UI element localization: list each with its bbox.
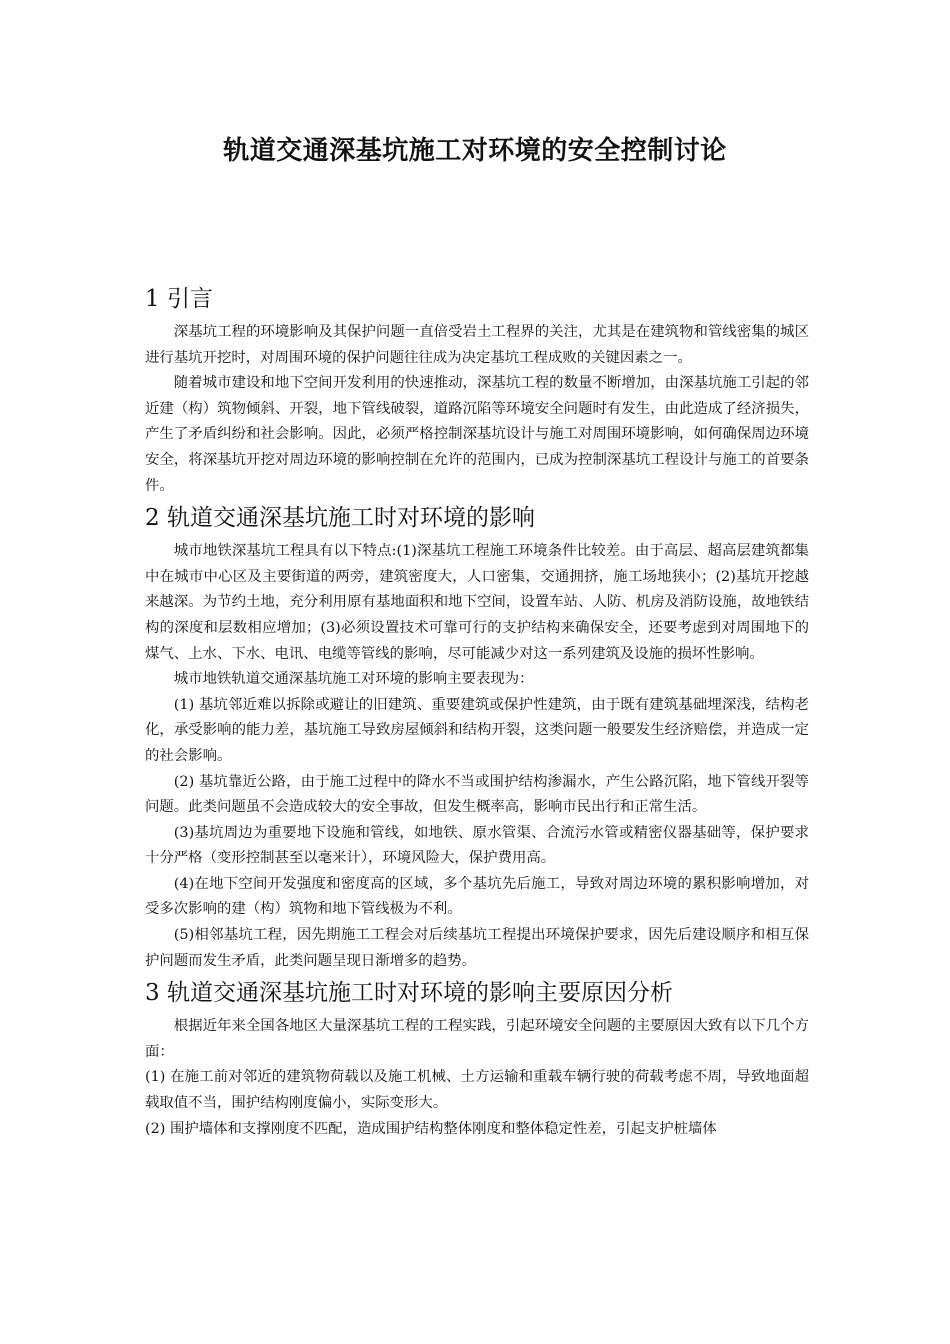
- paragraph: 城市地铁深基坑工程具有以下特点:(1)深基坑工程施工环境条件比较差。由于高层、超高层建筑都集中在城市中心区及主要街道的两旁，建筑密度大，人口密集，交通拥挤，施工场地狭小；(2)基坑开挖越来越深。为节约土地，充分利用原有基地面积和地下空间，设置车站、人防、机房及消防设施，故地铁结构的深度和层数相应增加；(3)必须设置技术可靠可行的支护结构来确保安全，还要考虑到对周围地下的煤气、上水、下水、电讯、电缆等管线的影响，尽可能减少对这一系列建筑及设施的损坏性影响。: [145, 543, 809, 662]
- list-item: (1) 在施工前对邻近的建筑物荷载以及施工机械、土方运输和重载车辆行驶的荷载考虑不周，导致地面超载取值不当，围护结构刚度偏小，实际变形大。: [145, 1069, 809, 1112]
- paragraph: 随着城市建设和地下空间开发利用的快速推动，深基坑工程的数量不断增加，由深基坑施工引起的邻近建（构）筑物倾斜、开裂，地下管线破裂，道路沉陷等环境安全问题时有发生，由此造成了经济损失，产生了矛盾纠纷和社会影响。因此，必须严格控制深基坑设计与施工对周围环境影响，如何确保周边环境安全，将深基坑开挖对周边环境的影响控制在允许的范围内，已成为控制深基坑工程设计与施工的首要条件。: [145, 375, 809, 494]
- list-item: (5)相邻基坑工程，因先期施工工程会对后续基坑工程提出环境保护要求，因先后建设顺序和相互保护问题而发生矛盾，此类问题呈现日渐增多的趋势。: [145, 927, 809, 969]
- list-item: (2) 围护墙体和支撑刚度不匹配，造成围护结构整体刚度和整体稳定性差，引起支护桩墙体: [145, 1120, 717, 1137]
- list-item: (4)在地下空间开发强度和密度高的区域，多个基坑先后施工，导致对周边环境的累积影响增加，对受多次影响的建（构）筑物和地下管线极为不利。: [145, 875, 809, 918]
- list-item: (3)基坑周边为重要地下设施和管线，如地铁、原水管渠、合流污水管或精密仪器基础等，保护要求十分严格（变形控制甚至以毫米计），环境风险大，保护费用高。: [145, 824, 809, 867]
- list-item: (1) 基坑邻近难以拆除或避让的旧建筑、重要建筑或保护性建筑，由于既有建筑基础埋深浅，结构老化，承受影响的能力差，基坑施工导致房屋倾斜和结构开裂，这类问题一般要发生经济赔偿，并造成一定的社会影响。: [145, 696, 809, 764]
- list-item: (2) 基坑靠近公路，由于施工过程中的降水不当或围护结构渗漏水，产生公路沉陷，地下管线开裂等问题。此类问题虽不会造成较大的安全事故，但发生概率高，影响市民出行和正常生活。: [145, 773, 809, 816]
- paragraph: 根据近年来全国各地区大量深基坑工程的工程实践，引起环境安全问题的主要原因大致有以下几个方面：: [145, 1018, 809, 1060]
- section-heading: 3 轨道交通深基坑施工时对环境的影响主要原因分析: [145, 980, 673, 1007]
- document-body: [145, 282, 809, 1144]
- paragraph: 城市地铁轨道交通深基坑施工对环境的影响主要表现为：: [173, 671, 534, 688]
- section-environmental-impact: [145, 501, 809, 974]
- document-title: 轨道交通深基坑施工对环境的安全控制讨论: [223, 136, 727, 166]
- section-cause-analysis: [145, 976, 809, 1142]
- section-introduction: [145, 282, 809, 499]
- section-heading: 1 引言: [145, 286, 213, 312]
- paragraph: 深基坑工程的环境影响及其保护问题一直倍受岩土工程界的关注，尤其是在建筑物和管线密集的城区进行基坑开挖时，对周围环境的保护问题往往成为决定基坑工程成败的关键因素之一。: [145, 324, 809, 366]
- section-heading: 2 轨道交通深基坑施工时对环境的影响: [145, 505, 535, 532]
